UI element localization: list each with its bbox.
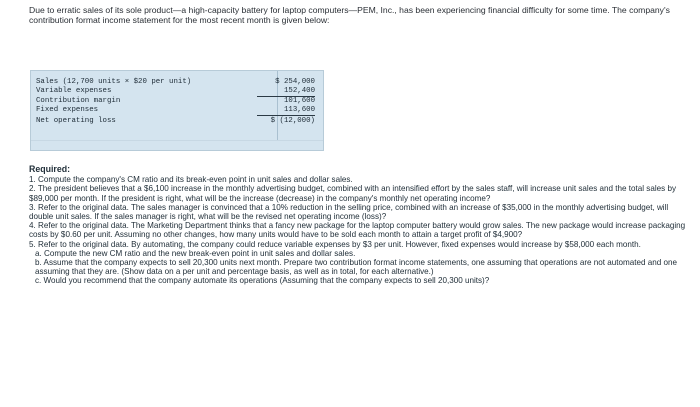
required-subitem-c: c. Would you recommend that the company automate its operations (Assuming that the company expects to sell 20,300 units)? xyxy=(35,276,490,286)
intro-paragraph: Due to erratic sales of its sole product—a high-capacity battery for laptop computers—PEM, Inc., has been experiencing financial difficulty for some time. The company's contribution format income statement for the most recent month is given below: xyxy=(29,5,670,25)
required-title: Required: xyxy=(29,164,71,174)
required-subitem-a: a. Compute the new CM ratio and the new break-even point in unit sales and dollar sales. xyxy=(35,248,356,258)
statement-row-value-fixed: 113,600 xyxy=(257,105,315,116)
required-item-1: 1. Compute the company's CM ratio and its break-even point in unit sales and dollar sales. xyxy=(29,175,353,185)
statement-row-value-cm: 101,600 xyxy=(283,97,315,105)
table-bottom-divider xyxy=(31,140,323,141)
statement-row-label-variable: Variable expenses xyxy=(36,87,112,95)
required-item-3: 3. Refer to the original data. The sales manager is convinced that a 10% reduction in the selling price, combined with an increase of $35,000 in the monthly advertising budget, will double unit sales. If the sales manager is right, what will be the revised net operating income (loss)? xyxy=(29,202,669,222)
statement-row-label-sales: Sales (12,700 units × $20 per unit) xyxy=(36,78,192,86)
required-subitem-b: b. Assume that the company expects to sell 20,300 units next month. Prepare two contribution format income statements, one assuming that operations are not automated and one assuming that they are. (Show data on a per unit and percentage basis, as well as in total, for each alternative.) xyxy=(35,258,678,277)
required-item-5: 5. Refer to the original data. By automating, the company could reduce variable expenses by $3 per unit. However, fixed expenses would increase by $58,000 each month. xyxy=(29,239,641,249)
statement-row-label-cm: Contribution margin xyxy=(36,97,121,105)
income-statement-table xyxy=(30,70,324,151)
statement-row-value-net: $ (12,000) xyxy=(270,117,315,125)
required-section xyxy=(29,165,689,286)
statement-row-value-variable: 152,400 xyxy=(257,86,315,97)
required-item-4: 4. Refer to the original data. The Marketing Department thinks that a fancy new package for the laptop computer battery would grow sales. The new package would increase packaging costs by $0.60 per unit. Assuming no other changes, how many units would have to be sold each month to attain a target profit of $4,900? xyxy=(29,221,686,240)
required-item-2: 2. The president believes that a $6,100 increase in the monthly advertising budget, combined with an intensified effort by the sales staff, will increase unit sales and the total sales by $89,000 per month. If the president is right, what will be the increase (decrease) in the company's monthly net operating income? xyxy=(29,184,676,203)
statement-row-value-sales: $ 254,000 xyxy=(275,78,315,86)
statement-row-label-fixed: Fixed expenses xyxy=(36,106,99,114)
statement-row-label-net: Net operating loss xyxy=(36,117,116,125)
